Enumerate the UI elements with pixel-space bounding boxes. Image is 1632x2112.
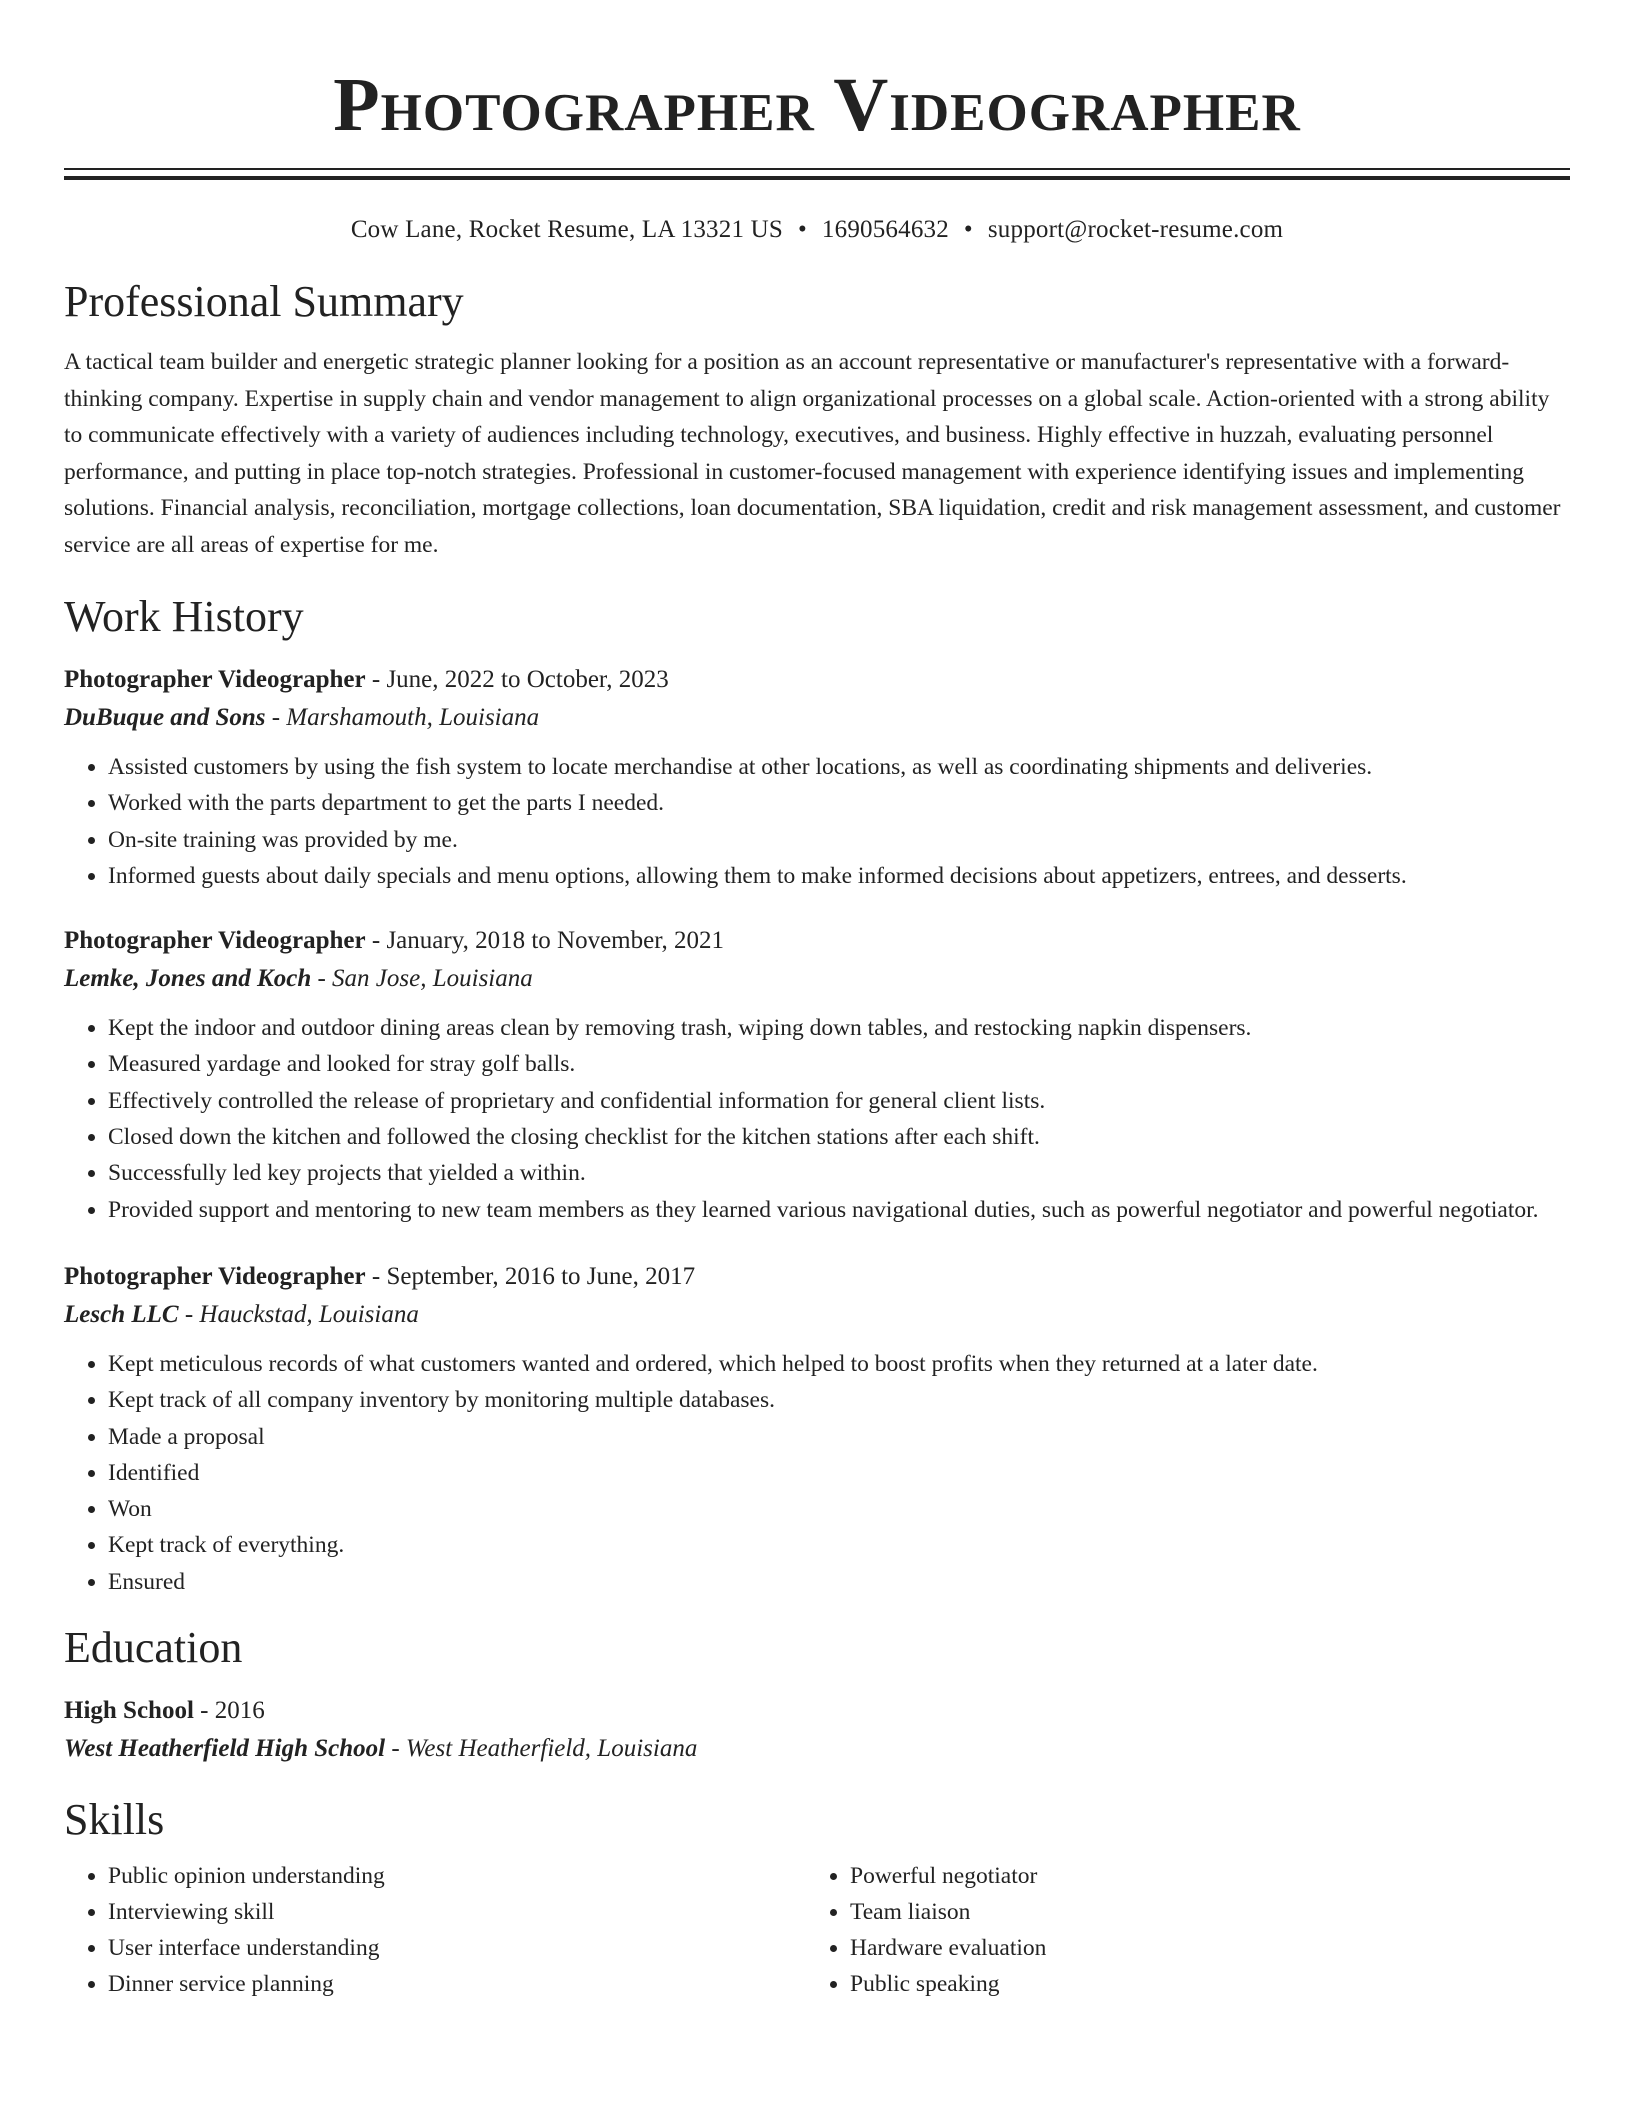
job-title: Photographer Videographer	[64, 666, 366, 693]
contact-address: Cow Lane, Rocket Resume, LA 13321 US	[350, 216, 783, 243]
job-dates: - January, 2018 to November, 2021	[365, 927, 725, 955]
job-company-line	[64, 699, 1570, 737]
skills-grid	[64, 1858, 1570, 2002]
skill-item: • Public opinion understanding	[108, 1858, 806, 1894]
skill-item: • Team liaison	[850, 1894, 1548, 1930]
job-company: Lesch LLC	[64, 1300, 179, 1328]
education-degree: High School	[64, 1697, 194, 1725]
job-entry	[64, 661, 1570, 894]
list-item: • Closed down the kitchen and followed the closing checklist for the kitchen stations after each shift.	[108, 1119, 1570, 1155]
job-location: - Marshamouth, Louisiana	[265, 704, 540, 731]
education-degree-line	[64, 1692, 1570, 1730]
skills-list	[64, 1858, 806, 2002]
list-item: • On-site training was provided by me.	[108, 822, 1570, 858]
list-item: • Effectively controlled the release of proprietary and confidential information for general client lists.	[108, 1083, 1570, 1119]
list-item: • Identified	[108, 1455, 1570, 1491]
job-duties-list	[64, 1346, 1570, 1600]
education-school-line	[64, 1730, 1570, 1768]
candidate-name: Photographer Videographer	[333, 63, 1301, 147]
resume-page	[64, 0, 1570, 2002]
list-item: • Successfully led key projects that yielded a within.	[108, 1155, 1570, 1191]
skills-heading: Skills	[64, 1795, 165, 1845]
job-title-line	[64, 922, 1570, 960]
job-title: Photographer Videographer	[64, 1262, 366, 1290]
skills-column-right	[806, 1858, 1548, 2002]
job-duties-list	[64, 749, 1570, 894]
skill-item: • Interviewing skill	[108, 1894, 806, 1930]
contact-separator: •	[797, 216, 807, 243]
summary-text: A tactical team builder and energetic strategic planner looking for a position as an account representative or manufacturer's representative with a forward-thinking company. Expertise in supply chain and vendor management to align organizational processes on a global scale. Action-oriented with a strong ability to communicate effectively with a variety of audiences including technology, executives, and business. Highly effective in huzzah, evaluating personnel performance, and putting in place top-notch strategies. Professional in customer-focused management with experience identifying issues and implementing solutions. Financial analysis, reconciliation, mortgage collections, loan documentation, SBA liquidation, credit and risk management assessment, and customer service are all areas of expertise for me.	[64, 349, 1561, 558]
education-heading: Education	[64, 1623, 243, 1673]
list-item: • Kept track of all company inventory by monitoring multiple databases.	[108, 1382, 1570, 1418]
list-item: • Kept track of everything.	[108, 1527, 1570, 1563]
education-location: - West Heatherfield, Louisiana	[385, 1735, 698, 1763]
education-entry	[64, 1692, 1570, 1768]
list-item: • Ensured	[108, 1564, 1570, 1600]
skill-item: • Public speaking	[850, 1966, 1548, 2002]
skill-item: • Dinner service planning	[108, 1966, 806, 2002]
job-company-line	[64, 1296, 1570, 1334]
list-item: • Kept meticulous records of what customers wanted and ordered, which helped to boost profits when they returned at a later date.	[108, 1346, 1570, 1382]
job-duties-list	[64, 1010, 1570, 1228]
contact-phone: 1690564632	[821, 216, 949, 243]
skill-item: • Hardware evaluation	[850, 1930, 1548, 1966]
skills-column-left	[64, 1858, 806, 2002]
header-divider-thick	[64, 176, 1570, 180]
contact-line	[64, 214, 1570, 246]
job-location: - Hauckstad, Louisiana	[178, 1300, 419, 1328]
job-title: Photographer Videographer	[64, 927, 366, 955]
list-item: • Worked with the parts department to get the parts I needed.	[108, 785, 1570, 821]
job-dates: - September, 2016 to June, 2017	[365, 1262, 696, 1290]
list-item: • Made a proposal	[108, 1419, 1570, 1455]
summary-heading: Professional Summary	[64, 277, 464, 326]
list-item: • Assisted customers by using the fish system to locate merchandise at other locations, as well as coordinating shipments and deliveries.	[108, 749, 1570, 785]
skill-item: • Powerful negotiator	[850, 1858, 1548, 1894]
job-company: DuBuque and Sons	[64, 704, 266, 731]
list-item: • Won	[108, 1491, 1570, 1527]
list-item: • Kept the indoor and outdoor dining areas clean by removing trash, wiping down tables, and restocking napkin dispensers.	[108, 1010, 1570, 1046]
list-item: • Provided support and mentoring to new team members as they learned various navigational duties, such as powerful negotiator and powerful negotiator.	[108, 1192, 1570, 1228]
job-location: - San Jose, Louisiana	[311, 965, 533, 993]
job-entry	[64, 1258, 1570, 1600]
skills-list	[806, 1858, 1548, 2002]
header-divider-thin	[64, 168, 1570, 170]
job-title-line	[64, 1258, 1570, 1296]
list-item: • Informed guests about daily specials and menu options, allowing them to make informed decisions about appetizers, entrees, and desserts.	[108, 858, 1570, 894]
education-school: West Heatherfield High School	[64, 1735, 386, 1763]
contact-email: support@rocket-resume.com	[987, 216, 1284, 243]
work-history-heading: Work History	[64, 592, 304, 641]
job-company: Lemke, Jones and Koch	[64, 965, 312, 993]
job-entry	[64, 922, 1570, 1228]
job-dates: - June, 2022 to October, 2023	[365, 666, 669, 693]
list-item: • Measured yardage and looked for stray golf balls.	[108, 1046, 1570, 1082]
contact-separator: •	[963, 216, 973, 243]
job-company-line	[64, 960, 1570, 998]
education-year: - 2016	[193, 1697, 265, 1725]
skill-item: • User interface understanding	[108, 1930, 806, 1966]
job-title-line	[64, 661, 1570, 699]
